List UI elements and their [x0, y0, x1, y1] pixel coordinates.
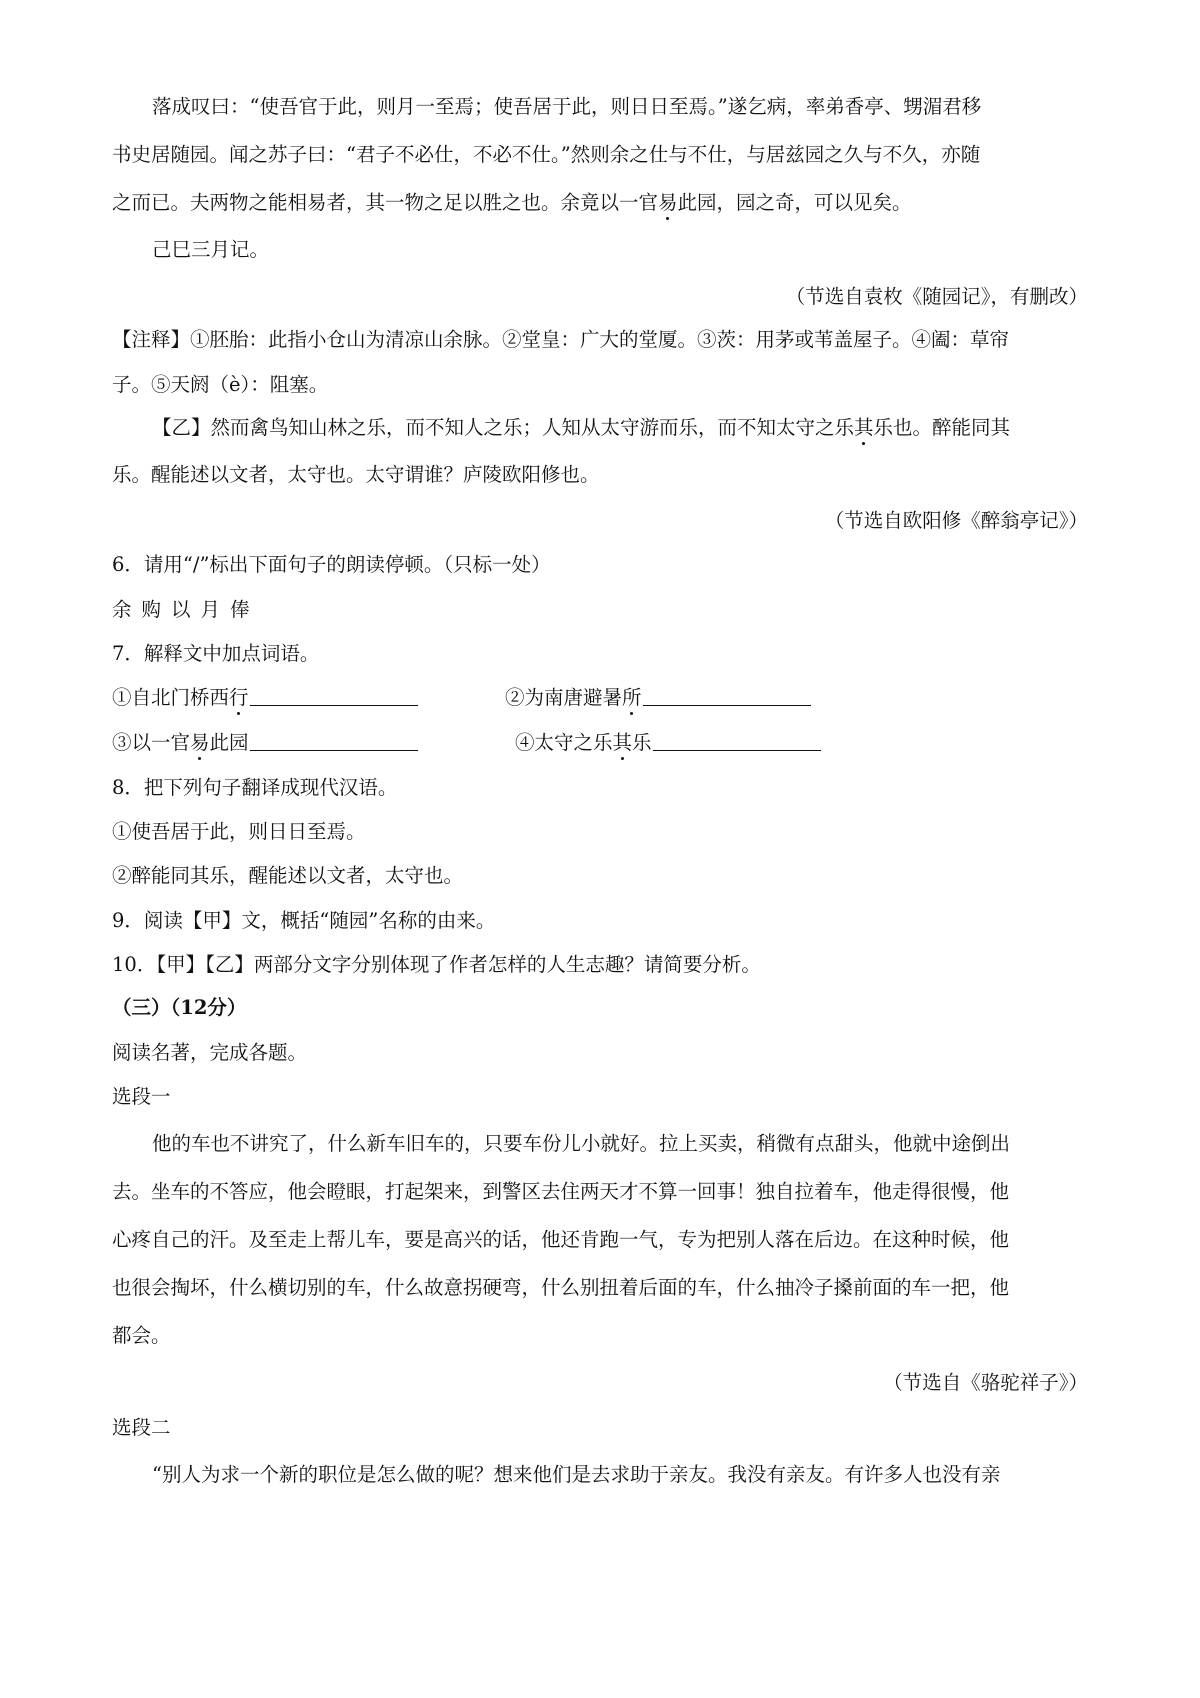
- q7-item-1-text: ①自北门桥西: [112, 686, 230, 709]
- q7-item-4-text-a: ④太守之乐: [515, 731, 613, 754]
- passage-yi-line-1-b: 乐也。醉能同其: [873, 416, 1011, 439]
- q7-item-4-text-b: 乐: [632, 731, 652, 754]
- question-9: 9．阅读【甲】文，概括“随园”名称的由来。: [112, 909, 496, 932]
- q7-item-3-blank[interactable]: [250, 732, 418, 751]
- passage-jia-line-1: 落成叹曰：“使吾官于此，则月一至焉；使吾居于此，则日日至焉。”遂乞病，率弟香亭、甥湄君移: [152, 95, 982, 118]
- excerpt-2-line-1: “别人为求一个新的职位是怎么做的呢？想来他们是去求助于亲友。我没有亲友。有许多人也没有亲: [152, 1463, 1001, 1486]
- passage-jia-source: （节选自袁枚《随园记》，有删改）: [785, 285, 1088, 308]
- q7-item-4-blank[interactable]: [653, 732, 821, 751]
- q7-item-3-text-b: 此园: [209, 731, 249, 754]
- passage-jia-line-3-b: 此园，园之奇，可以见矣。: [677, 191, 912, 214]
- section-3-heading: （三）（12分）: [112, 996, 247, 1019]
- q7-item-3-dotted: 易: [190, 731, 210, 754]
- q7-item-1: [112, 684, 418, 712]
- q7-item-3-text-a: ③以一官: [112, 731, 191, 754]
- passage-jia-line-3-a: 之而已。夫两物之能相易者，其一物之足以胜之也。余竟以一官: [112, 191, 659, 214]
- passage-yi-source: （节选自欧阳修《醉翁亭记》）: [824, 509, 1088, 532]
- question-10: 10．【甲】【乙】两部分文字分别体现了作者怎样的人生志趣？请简要分析。: [112, 953, 761, 976]
- excerpt-2-label: 选段二: [112, 1416, 171, 1439]
- q7-item-1-dotted: 行: [229, 686, 249, 709]
- passage-yi-line-1: [152, 414, 1092, 442]
- section-3-instruction: 阅读名著，完成各题。: [112, 1041, 308, 1064]
- q7-item-2-text: ②为南唐避暑: [505, 686, 623, 709]
- question-8-item-1: ①使吾居于此，则日日至焉。: [112, 820, 366, 843]
- excerpt-1-source: （节选自《骆驼祥子》）: [883, 1371, 1088, 1394]
- q7-item-2-blank[interactable]: [643, 687, 811, 706]
- q7-item-3: [112, 729, 418, 757]
- excerpt-1-line: 都会。: [112, 1324, 171, 1347]
- q7-item-2-dotted: 所: [622, 686, 642, 709]
- question-6-sentence: 余购以月俸: [112, 598, 260, 621]
- excerpt-1-line: 他的车也不讲究了，什么新车旧车的，只要车份儿小就好。拉上买卖，稍微有点甜头，他就中途倒出: [152, 1132, 1011, 1155]
- passage-yi-line-1-a: 【乙】然而禽鸟知山林之乐，而不知人之乐；人知从太守游而乐，而不知太守之乐: [152, 416, 855, 439]
- excerpt-1-line: 心疼自己的汗。及至走上帮儿车，要是高兴的话，他还肯跑一气，专为把别人落在后边。在这种时候，他: [112, 1228, 1010, 1251]
- question-7: 7．解释文中加点词语。: [112, 642, 320, 665]
- passage-yi-line-2: 乐。醒能述以文者，太守也。太守谓谁？庐陵欧阳修也。: [112, 463, 600, 486]
- q7-item-1-blank[interactable]: [250, 687, 418, 706]
- q7-item-4: [515, 729, 821, 757]
- dotted-word-qi: 其: [854, 416, 874, 439]
- passage-jia-line-2: 书史居随园。闻之苏子曰：“君子不必仕，不必不仕。”然则余之仕与不仕，与居兹园之久与不久，亦随: [112, 143, 981, 166]
- notes-line-2: 子。⑤天阏（è）：阻塞。: [112, 373, 329, 396]
- q7-item-4-dotted: 其: [612, 731, 633, 754]
- excerpt-1-label: 选段一: [112, 1085, 171, 1108]
- passage-jia-line-3: [112, 189, 1092, 217]
- question-8-item-2: ②醉能同其乐，醒能述以文者，太守也。: [112, 864, 464, 887]
- question-8: 8．把下列句子翻译成现代汉语。: [112, 776, 398, 799]
- excerpt-1-line: 也很会掏坏，什么横切别的车，什么故意拐硬弯，什么别扭着后面的车，什么抽冷子搡前面的车一把，他: [112, 1276, 1010, 1299]
- excerpt-1-line: 去。坐车的不答应，他会瞪眼，打起架来，到警区去住两天才不算一回事！独自拉着车，他走得很慢，他: [112, 1180, 1010, 1203]
- question-6: 6．请用“/”标出下面句子的朗读停顿。（只标一处）: [112, 553, 551, 576]
- passage-jia-date: 己巳三月记。: [152, 238, 270, 261]
- notes-line-1: 【注释】①胚胎：此指小仓山为清凉山余脉。②堂皇：广大的堂厦。③茨：用茅或苇盖屋子。④阖：草帘: [112, 328, 1010, 351]
- q7-item-2: [505, 684, 811, 712]
- dotted-word-yi: 易: [658, 191, 678, 214]
